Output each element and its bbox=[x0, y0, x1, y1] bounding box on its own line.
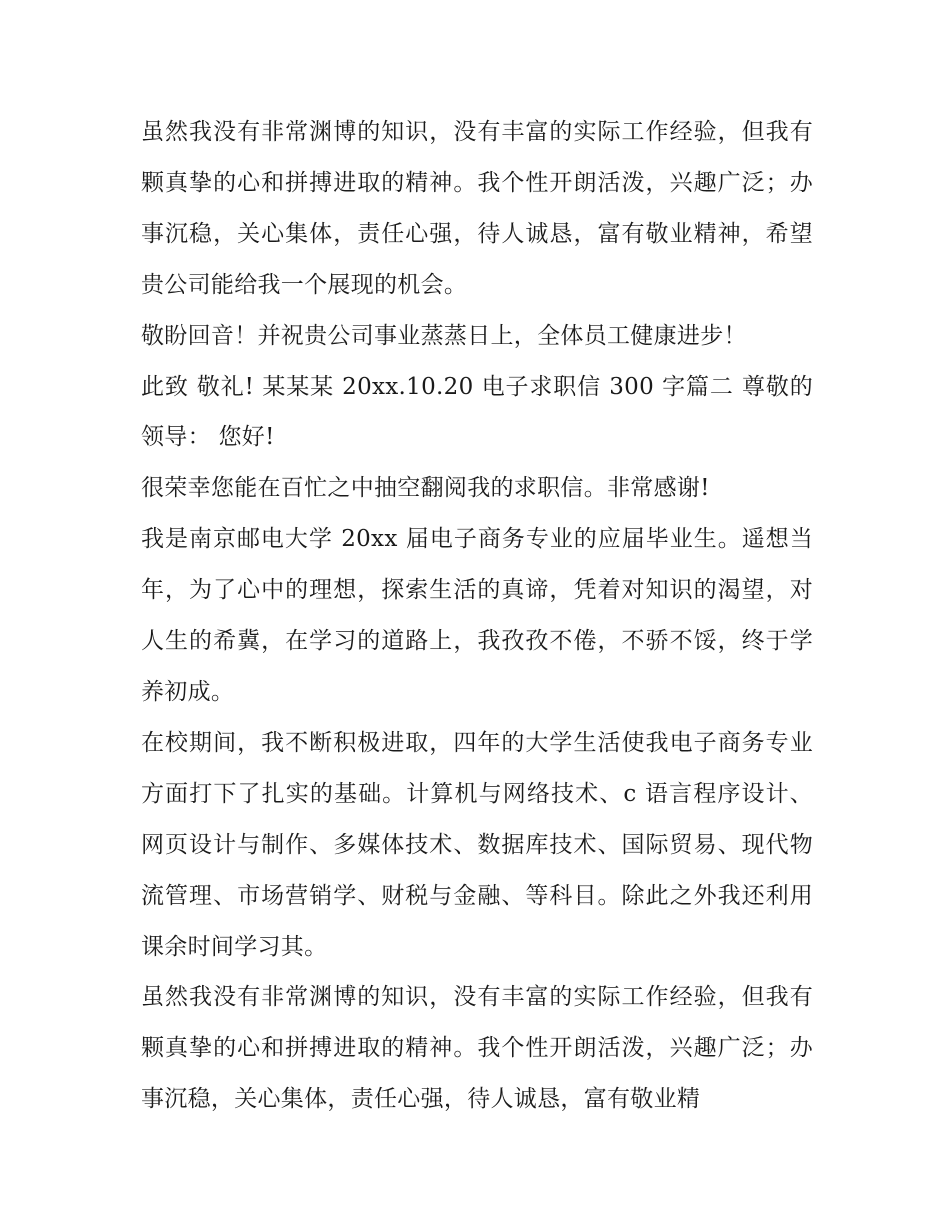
paragraph-2: 敬盼回音！并祝贵公司事业蒸蒸日上，全体员工健康进步！ bbox=[141, 322, 747, 349]
paragraph-1: 虽然我没有非常渊博的知识，没有丰富的实际工作经验，但我有颗真挚的心和拼搏进取的精神。我个性开朗活泼，兴趣广泛；办事沉稳，关心集体，责任心强，待人诚恳，富有敬业精神，希望贵公司能给我一个展现的机会。 bbox=[141, 119, 813, 298]
paragraph-4: 很荣幸您能在百忙之中抽空翻阅我的求职信。非常感谢! bbox=[141, 475, 710, 502]
paragraph-3: 此致 敬礼! 某某某 20xx.10.20 电子求职信 300 字篇二 尊敬的领导： 您好! bbox=[141, 373, 813, 451]
document-body bbox=[141, 107, 813, 1125]
paragraph-5: 我是南京邮电大学 20xx 届电子商务专业的应届毕业生。遥想当年，为了心中的理想，探索生活的真谛，凭着对知识的渴望，对人生的希冀，在学习的道路上，我孜孜不倦，不骄不馁，终于学养初成。 bbox=[141, 526, 813, 705]
paragraph-6: 在校期间，我不断积极进取，四年的大学生活使我电子商务专业方面打下了扎实的基础。计算机与网络技术、c 语言程序设计、网页设计与制作、多媒体技术、数据库技术、国际贸易、现代物流管理、市场营销学、财税与金融、等科目。除此之外我还利用课余时间学习其。 bbox=[141, 729, 813, 960]
paragraph-7: 虽然我没有非常渊博的知识，没有丰富的实际工作经验，但我有颗真挚的心和拼搏进取的精神。我个性开朗活泼，兴趣广泛；办事沉稳，关心集体，责任心强，待人诚恳，富有敬业精 bbox=[141, 984, 813, 1113]
